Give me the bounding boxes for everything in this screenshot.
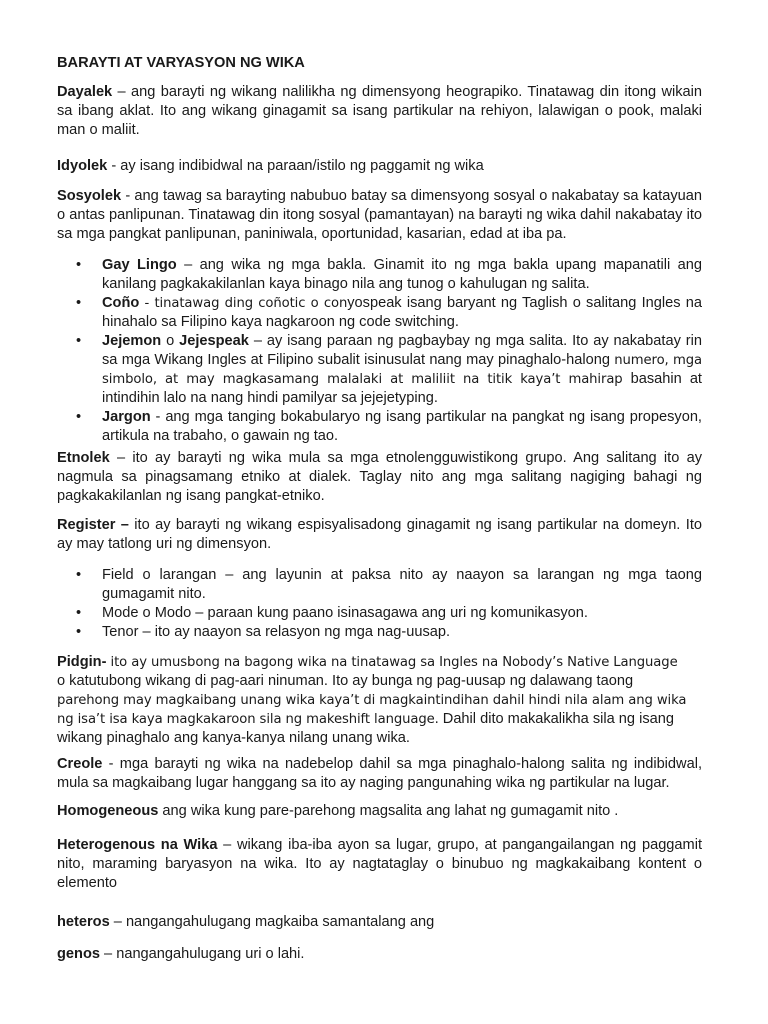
register-paragraph	[57, 516, 702, 554]
bullet-icon: •	[76, 567, 82, 583]
list-item-jejemon	[57, 332, 702, 408]
register-text: ito ay barayti ng wikang espisyalisadong ginagamit ng isang partikular na domeyn. Ito ay may tatlong uri ng dimensyon.	[57, 517, 702, 552]
dayalek-text: – ang barayti ng wikang nalilikha ng dimensyong heograpiko. Tinatawag din itong wikain sa ibang aklat. Ito ang wikang ginagamit sa isang partikular na rehiyon, lalawigan o pook, malaki man o maliit.	[57, 84, 702, 138]
jejespeak-term: Jejespeak	[179, 333, 249, 349]
list-item-tenor	[57, 623, 702, 642]
dayalek-term: Dayalek	[57, 84, 113, 100]
genos-paragraph	[57, 945, 702, 964]
list-item-gay-lingo	[57, 256, 702, 294]
pidgin-paragraph	[57, 653, 702, 748]
sosyolek-text: - ang tawag sa barayting nabubuo batay sa dimensyong sosyal o nakabatay sa katayuan o antas panlipunan. Tinatawag din itong sosyal (pamantayan) na barayti ng wika dahil nakabatay ito sa mga pangkat panlipunan, paniniwala, oportunidad, kasarian, edad at iba pa.	[57, 188, 702, 242]
etnolek-term: Etnolek	[57, 450, 110, 466]
heteros-text: – nangangahulugang magkaiba samantalang ang	[109, 914, 435, 930]
tenor-text: Tenor – ito ay naayon sa relasyon ng mga nag-uusap.	[102, 624, 451, 640]
register-term: Register –	[57, 517, 129, 533]
homogeneous-paragraph	[57, 802, 702, 821]
bullet-icon: •	[76, 295, 82, 311]
bullet-icon: •	[76, 333, 82, 349]
pidgin-line-4-alt: ng isa’t isa kaya magkakaroon sila ng makeshift language.	[57, 712, 439, 727]
homogeneous-text: ang wika kung pare-parehong magsalita ang lahat ng gumagamit nito .	[158, 803, 619, 819]
cono-text-alt: - tinatawag ding coñotic o con	[139, 296, 348, 311]
pidgin-line-3: parehong may magkaibang unang wika kaya’t di magkaintindihan dahil hindi nila alam ang wika	[57, 693, 687, 708]
etnolek-text: – ito ay barayti ng wika mula sa mga etnolengguwistikong grupo. Ang salitang ito ay nagmula sa pinagsamang etniko at dialek. Taglay nito ang mga salitang nagiging bahagi ng pagkakakilanlan ng isang pangkat-etniko.	[57, 450, 702, 504]
jejemon-term: Jejemon	[102, 333, 162, 349]
idyolek-term: Idyolek	[57, 158, 108, 174]
sosyolek-list	[57, 256, 702, 446]
heterogenous-text: – wikang iba-iba ayon sa lugar, grupo, at pangangailangan ng paggamit nito, maraming baryasyon na wika. Ito ay nagtataglay o binubuo ng magkakaibang kontent o elemento	[57, 837, 702, 891]
list-item-jargon	[57, 408, 702, 446]
mode-text: Mode o Modo – paraan kung paano isinasagawa ang uri ng komunikasyon.	[102, 605, 588, 621]
bullet-icon: •	[76, 409, 82, 425]
pidgin-line-1	[57, 653, 702, 672]
heteros-term: heteros	[57, 914, 110, 930]
jejemon-text-alt: numero, mga simbolo, at may magkasamang malalaki at maliliit na titik kaya’t mahirap	[102, 353, 702, 387]
heterogenous-paragraph	[57, 836, 702, 893]
pidgin-line-2: o katutubong wikang di pag-aari ninuman. Ito ay bunga ng pag-uusap ng dalawang taong	[57, 673, 634, 689]
jargon-text: - ang mga tanging bokabularyo ng isang partikular na pangkat ng isang propesyon, artikula na trabaho, o gawain ng tao.	[102, 409, 702, 444]
field-text: Field o larangan – ang layunin at paksa nito ay naayon sa larangan ng mga taong gumagamit nito.	[102, 567, 702, 602]
list-item-cono	[57, 294, 702, 332]
bullet-icon: •	[76, 605, 82, 621]
dayalek-paragraph	[57, 83, 702, 140]
jejemon-mid: o	[161, 333, 180, 349]
pidgin-term: Pidgin-	[57, 654, 107, 670]
bullet-icon: •	[76, 624, 82, 640]
pidgin-line-4	[57, 710, 702, 729]
sosyolek-term: Sosyolek	[57, 188, 122, 204]
heteros-paragraph	[57, 913, 702, 932]
homogeneous-term: Homogeneous	[57, 803, 159, 819]
gay-lingo-term: Gay Lingo	[102, 257, 177, 273]
etnolek-paragraph	[57, 449, 702, 506]
genos-term: genos	[57, 946, 100, 962]
pidgin-line-4-rest: Dahil dito makakalikha sila ng isang	[438, 711, 674, 727]
list-item-mode	[57, 604, 702, 623]
bullet-icon: •	[76, 257, 82, 273]
list-item-field	[57, 566, 702, 604]
heterogenous-term: Heterogenous na Wika	[57, 837, 218, 853]
jejemon-text: – ay isang paraan ng pagbaybay ng mga salita. Ito ay nakabatay rin sa mga Wikang Ingles at Filipino subalit isinusulat nang may pinaghalo-halong	[102, 333, 702, 368]
pidgin-line-5: wikang pinaghalo ang kanya-kanya nilang unang wika.	[57, 730, 410, 746]
jejemon-text-end: basahin at intindihin lalo na nang hindi pamilyar sa jejejetyping.	[102, 371, 702, 406]
register-list	[57, 566, 702, 642]
creole-term: Creole	[57, 756, 103, 772]
gay-lingo-text: – ang wika ng mga bakla. Ginamit ito ng mga bakla upang mapanatili ang kanilang pagkakakilanlan kaya binago nila ang tunog o kahulugan ng salita.	[102, 257, 702, 292]
creole-text: - mga barayti ng wika na nadebelop dahil sa mga pinaghalo-halong salita ng indibidwal, mula sa magkaibang lugar hanggang sa ito ay naging pangunahing wika ng partikular na lugar.	[57, 756, 702, 791]
idyolek-paragraph	[57, 157, 702, 176]
cono-text: yospeak isang baryant ng Taglish o salitang Ingles na hinahalo sa Filipino kaya nagkaroon ng code switching.	[102, 295, 702, 330]
genos-text: – nangangahulugang uri o lahi.	[99, 946, 305, 962]
creole-paragraph	[57, 755, 702, 793]
cono-term: Coño	[102, 295, 140, 311]
pidgin-line-1-text: ito ay umusbong na bagong wika na tinatawag sa Ingles na Nobody’s Native Language	[106, 655, 678, 670]
sosyolek-paragraph	[57, 187, 702, 244]
document-title: BARAYTI AT VARYASYON NG WIKA	[57, 55, 305, 71]
idyolek-text: - ay isang indibidwal na paraan/istilo ng paggamit ng wika	[107, 158, 484, 174]
jargon-term: Jargon	[102, 409, 151, 425]
